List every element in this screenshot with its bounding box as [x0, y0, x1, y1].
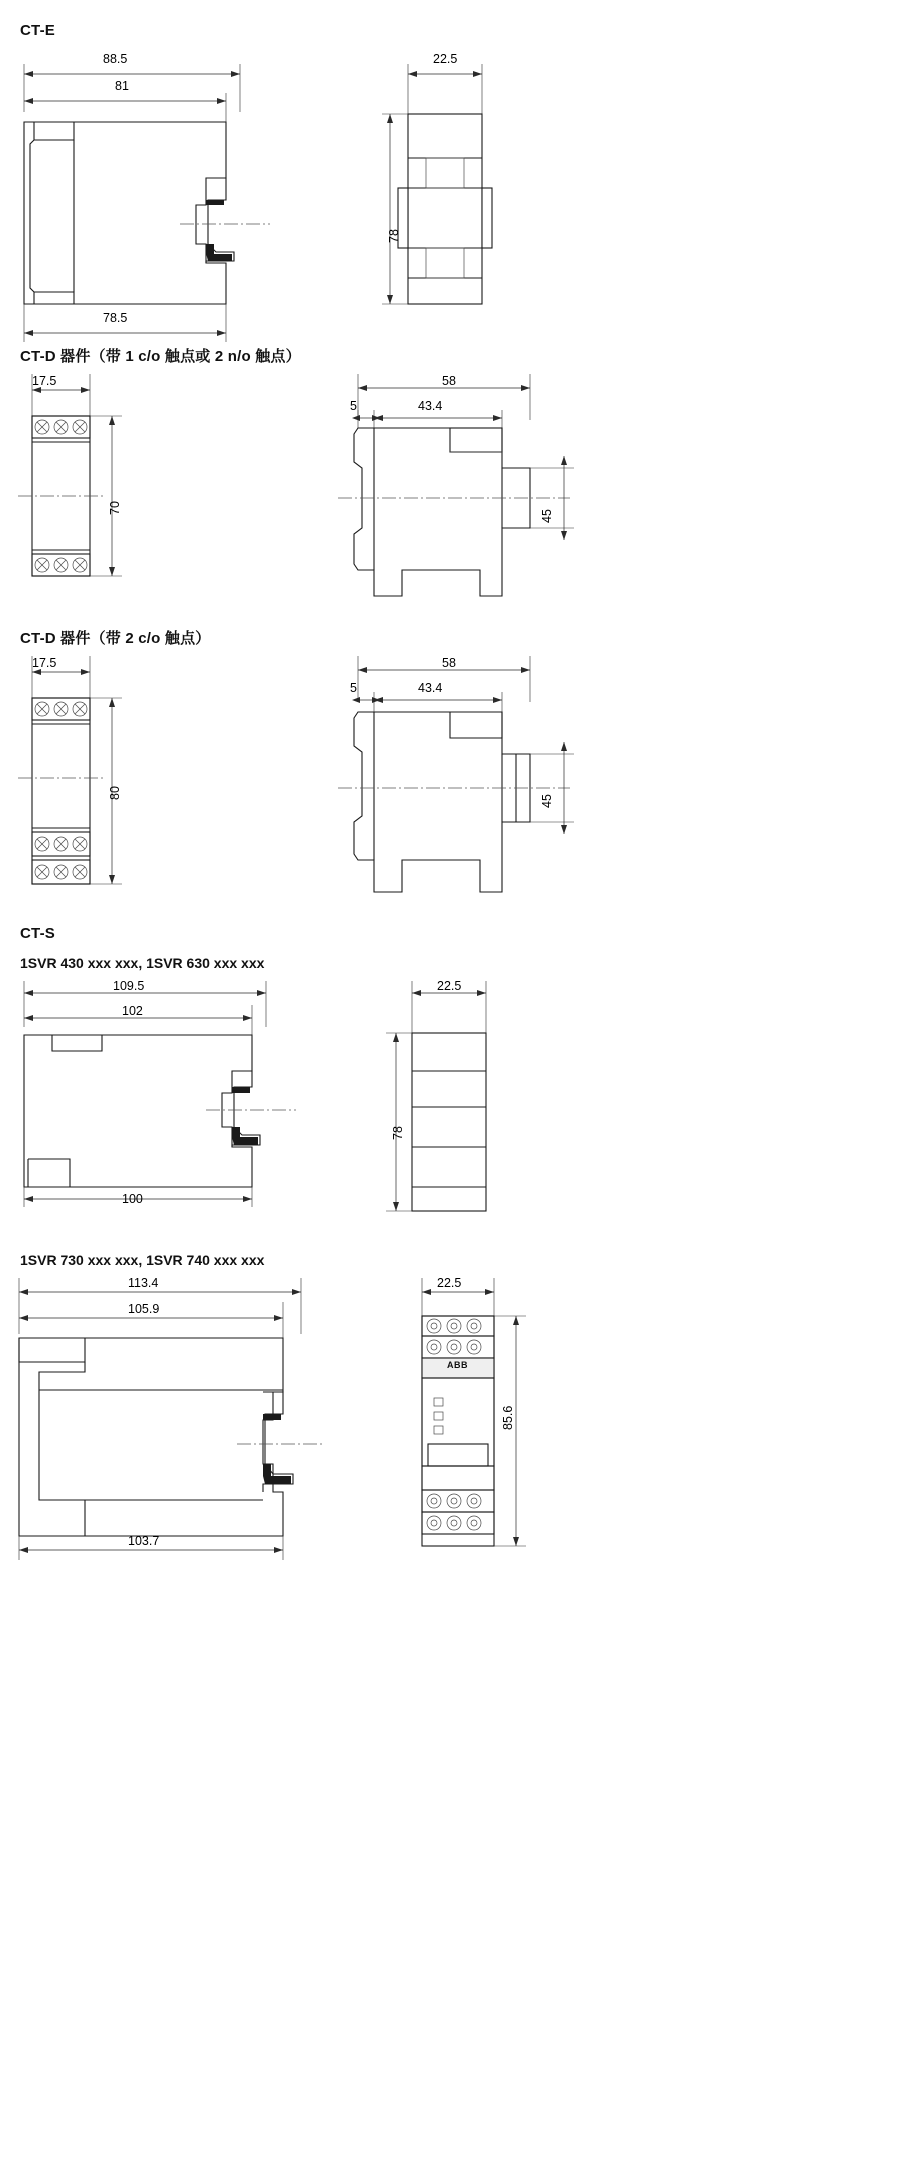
dim-ct-d-2co-45: 45	[540, 794, 554, 808]
dim-ct-d-2co-58: 58	[442, 656, 456, 670]
dim-ct-d-1co-58: 58	[442, 374, 456, 388]
dim-ct-d-2co-17-5: 17.5	[32, 656, 57, 670]
dim-ct-s-730-105-9: 105.9	[128, 1302, 160, 1316]
dim-ct-e-78-5: 78.5	[103, 311, 128, 325]
ct-d-2co-front-view	[10, 650, 170, 915]
dim-ct-d-1co-45: 45	[540, 509, 554, 523]
dim-ct-d-2co-5: 5	[350, 681, 357, 695]
dim-ct-s-430-22-5: 22.5	[437, 979, 462, 993]
dim-ct-s-430-109-5: 109.5	[113, 979, 145, 993]
dim-ct-d-2co-80: 80	[108, 786, 122, 800]
dim-ct-s-430-78: 78	[391, 1126, 405, 1140]
dim-ct-d-1co-43-4: 43.4	[418, 399, 443, 413]
section-heading-ct-s: CT-S	[20, 925, 55, 942]
section-heading-ct-e: CT-E	[20, 22, 55, 39]
dim-ct-s-730-85-6: 85.6	[501, 1405, 515, 1430]
dim-ct-s-730-22-5: 22.5	[437, 1276, 462, 1290]
dim-ct-s-430-100: 100	[122, 1192, 143, 1206]
dim-ct-e-88-5: 88.5	[103, 52, 128, 66]
section-heading-ct-d-2co: CT-D 器件（带 2 c/o 触点）	[20, 630, 211, 647]
dim-ct-s-430-102: 102	[122, 1004, 143, 1018]
ct-d-1co-side-view	[330, 368, 620, 613]
ct-s-730-front-view	[5, 1272, 335, 1562]
subheading-1svr-730-740: 1SVR 730 xxx xxx, 1SVR 740 xxx xxx	[20, 1252, 265, 1268]
dim-ct-s-730-103-7: 103.7	[128, 1534, 160, 1548]
ct-d-1co-front-view	[10, 368, 170, 608]
ct-e-side-view	[370, 48, 630, 318]
dim-ct-s-730-113-4: 113.4	[128, 1276, 159, 1290]
dim-ct-d-1co-5: 5	[350, 399, 357, 413]
dim-ct-d-2co-43-4: 43.4	[418, 681, 443, 695]
ct-s-430-side-view	[380, 975, 620, 1210]
dim-ct-d-1co-70: 70	[108, 501, 122, 515]
ct-e-front-view	[10, 48, 290, 318]
ct-s-430-front-view	[10, 975, 310, 1210]
dim-ct-e-78: 78	[387, 229, 401, 243]
dim-ct-d-1co-17-5: 17.5	[32, 374, 57, 388]
subheading-1svr-430-630: 1SVR 430 xxx xxx, 1SVR 630 xxx xxx	[20, 955, 265, 971]
dim-ct-e-81: 81	[115, 79, 129, 93]
ct-d-2co-side-view	[330, 650, 620, 915]
section-heading-ct-d-1co: CT-D 器件（带 1 c/o 触点或 2 n/o 触点）	[20, 348, 301, 365]
dim-ct-e-22-5: 22.5	[433, 52, 458, 66]
abb-brand-label: ABB	[447, 1360, 468, 1370]
